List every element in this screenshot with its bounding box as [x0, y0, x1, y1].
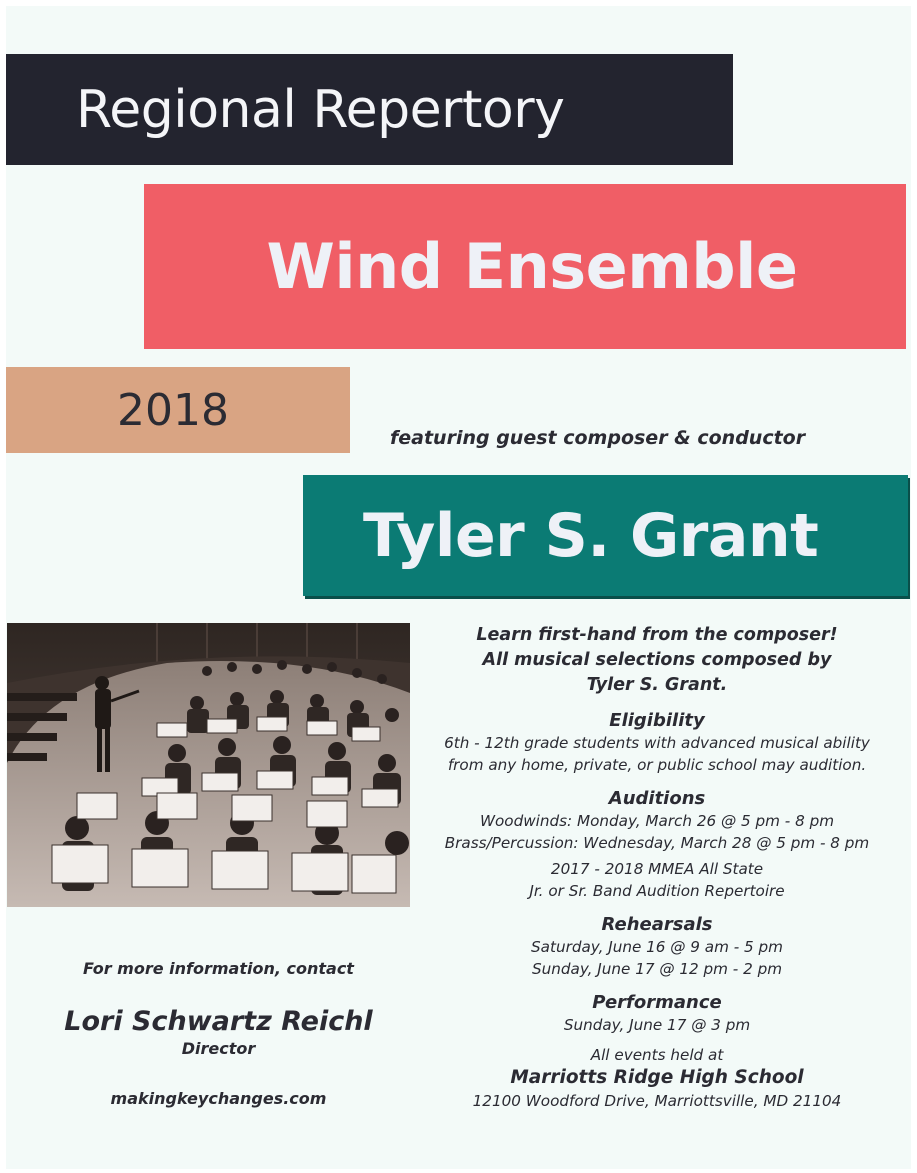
performance-line: Sunday, June 17 @ 3 pm — [563, 1016, 751, 1034]
eligibility-line: from any home, private, or public school may audition. — [447, 756, 867, 774]
auditions-heading: Auditions — [608, 788, 706, 809]
venue-address: 12100 Woodford Drive, Marriottsville, MD 21104 — [472, 1092, 842, 1110]
contact-name: Lori Schwartz Reichl — [64, 1006, 373, 1037]
audition-repertoire-line: Jr. or Sr. Band Audition Repertoire — [529, 882, 785, 900]
year-text: 2018 — [117, 384, 229, 436]
performance-heading: Performance — [592, 992, 722, 1013]
ensemble-photo-illustration — [7, 623, 410, 907]
rehearsal-line: Saturday, June 16 @ 9 am - 5 pm — [531, 938, 783, 956]
lead-line: All musical selections composed by — [482, 650, 832, 670]
flyer-page — [6, 6, 911, 1169]
eligibility-line: 6th - 12th grade students with advanced musical ability — [444, 734, 870, 752]
featuring-text: featuring guest composer & conductor — [390, 427, 806, 449]
guest-banner — [303, 475, 908, 596]
event-details — [426, 623, 888, 1112]
contact-note: For more information, contact — [83, 959, 354, 978]
title-banner — [6, 54, 733, 165]
lead-line: Learn first-hand from the composer! — [476, 625, 838, 645]
venue-name: Marriotts Ridge High School — [510, 1067, 804, 1088]
lead-line: Tyler S. Grant. — [586, 675, 728, 695]
contact-block — [31, 958, 406, 1110]
eligibility-heading: Eligibility — [609, 710, 705, 731]
audition-line: Brass/Percussion: Wednesday, March 28 @ 5 pm - 8 pm — [444, 834, 870, 852]
rehearsals-heading: Rehearsals — [601, 914, 713, 935]
title-text: Regional Repertory — [76, 79, 565, 140]
audition-repertoire-line: 2017 - 2018 MMEA All State — [550, 860, 764, 878]
venue-note: All events held at — [590, 1046, 724, 1064]
contact-role: Director — [181, 1039, 256, 1058]
guest-name: Tyler S. Grant — [363, 500, 819, 571]
audition-line: Woodwinds: Monday, March 26 @ 5 pm - 8 pm — [479, 812, 835, 830]
year-banner — [6, 367, 350, 453]
ensemble-banner — [144, 184, 906, 349]
website-link[interactable]: makingkeychanges.com — [110, 1089, 327, 1108]
ensemble-photo — [7, 623, 410, 907]
ensemble-text: Wind Ensemble — [266, 230, 798, 303]
rehearsal-line: Sunday, June 17 @ 12 pm - 2 pm — [531, 960, 783, 978]
